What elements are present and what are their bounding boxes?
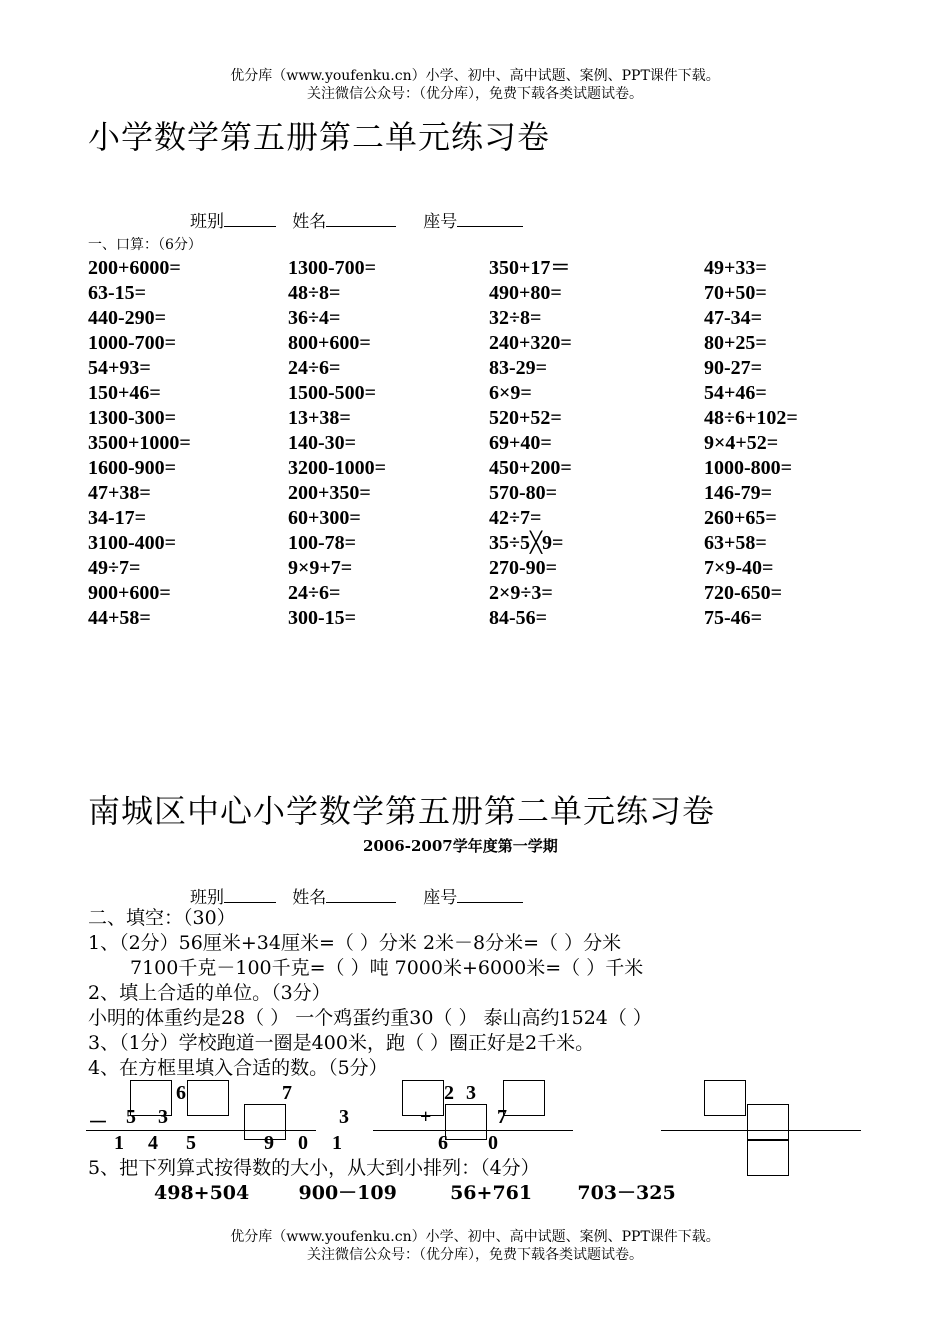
sum-line [661, 1130, 861, 1131]
digit: 3 [158, 1106, 168, 1128]
calc-item: 49+33= [704, 257, 767, 279]
expression: 703－325 [577, 1182, 676, 1204]
digit: 2 [444, 1082, 454, 1104]
expression: 56+761 [450, 1182, 533, 1204]
digit: 9 [264, 1132, 274, 1154]
expression: 498+504 [154, 1182, 250, 1204]
calc-item: 6×9= [489, 382, 532, 404]
calc-item: 35÷5╳9= [489, 532, 564, 554]
seat-blank[interactable] [457, 212, 523, 227]
calc-item: 9×4+52= [704, 432, 779, 454]
calc-item: 1600-900= [88, 457, 177, 479]
sum-line [373, 1130, 573, 1131]
header-line-2: 关注微信公众号：（优分库），免费下载各类试题试卷。 [307, 86, 643, 102]
calc-item: 1000-700= [88, 332, 177, 354]
calc-item: 44+58= [88, 607, 151, 629]
answer-box[interactable] [747, 1140, 789, 1176]
calc-item: 47-34= [704, 307, 763, 329]
sum-line [86, 1130, 316, 1131]
answer-box[interactable] [445, 1104, 487, 1140]
calc-column [288, 256, 386, 631]
answer-box[interactable] [187, 1080, 229, 1116]
calc-item: 3500+1000= [88, 432, 191, 454]
calc-item: 450+200= [489, 457, 572, 479]
digit: 3 [466, 1082, 476, 1104]
calc-item: 520+52= [489, 407, 562, 429]
name-label: 姓名 [292, 212, 327, 232]
calc-item: 9×9+7= [288, 557, 353, 579]
calc-item: 140-30= [288, 432, 357, 454]
digit: 6 [438, 1132, 448, 1154]
student-info-2 [190, 883, 523, 908]
seat-label: 座号 [423, 888, 458, 908]
plus-sign: + [420, 1106, 432, 1128]
calc-item: 24÷6= [288, 582, 341, 604]
calc-item: 200+6000= [88, 257, 181, 279]
answer-box[interactable] [704, 1080, 746, 1116]
class-blank[interactable] [224, 888, 276, 903]
section1-title: 一、口算：（6分） [88, 237, 202, 253]
calc-item: 60+300= [288, 507, 361, 529]
digit: 0 [488, 1132, 498, 1154]
q1-line2: 7100千克－100千克=（ ）吨 7000米+6000米=（ ）千米 [130, 957, 644, 979]
calc-item: 24÷6= [288, 357, 341, 379]
class-label: 班别 [190, 212, 224, 232]
q1-line1: 1、（2分）56厘米+34厘米=（ ）分米 2米－8分米=（ ）分米 [88, 932, 622, 954]
calc-item: 13+38= [288, 407, 351, 429]
answer-box[interactable] [747, 1104, 789, 1140]
q5-expressions [154, 1181, 676, 1206]
name-blank[interactable] [326, 212, 396, 227]
calc-item: 270-90= [489, 557, 558, 579]
calc-item: 490+80= [489, 282, 562, 304]
calc-item: 47+38= [88, 482, 151, 504]
calc-item: 200+350= [288, 482, 371, 504]
digit: 4 [148, 1132, 158, 1154]
calc-item: 300-15= [288, 607, 357, 629]
digit: 5 [186, 1132, 196, 1154]
seat-label: 座号 [423, 212, 458, 232]
calc-item: 800+600= [288, 332, 371, 354]
calc-item: 70+50= [704, 282, 767, 304]
calc-item: 69+40= [489, 432, 552, 454]
calc-item: 1000-800= [704, 457, 793, 479]
calc-item: 3200-1000= [288, 457, 387, 479]
calc-item: 146-79= [704, 482, 773, 504]
q5-title: 5、把下列算式按得数的大小，从大到小排列：（4分） [88, 1157, 540, 1179]
calc-item: 1300-300= [88, 407, 177, 429]
page-title: 小学数学第五册第二单元练习卷 [88, 118, 551, 156]
calc-item: 49÷7= [88, 557, 141, 579]
class-label: 班别 [190, 888, 224, 908]
page2-title: 南城区中心小学数学第五册第二单元练习卷 [88, 792, 716, 830]
digit: 5 [126, 1106, 136, 1128]
calc-item: 36÷4= [288, 307, 341, 329]
footer-line-1: 优分库（www.youfenku.cn）小学、初中、高中试题、案例、PPT课件下载。 [230, 1229, 720, 1245]
calc-item: 75-46= [704, 607, 763, 629]
calc-item: 34-17= [88, 507, 147, 529]
calc-item: 570-80= [489, 482, 558, 504]
calc-item: 90-27= [704, 357, 763, 379]
q2-line: 小明的体重约是28（ ） 一个鸡蛋约重30（ ） 泰山高约1524（ ） [88, 1007, 652, 1029]
calc-item: 1500-500= [288, 382, 377, 404]
digit: 3 [339, 1106, 349, 1128]
calc-item: 32÷8= [489, 307, 542, 329]
calc-item: 83-29= [489, 357, 548, 379]
calc-item: 240+320= [489, 332, 572, 354]
digit: 1 [114, 1132, 124, 1154]
calc-item: 80+25= [704, 332, 767, 354]
name-blank[interactable] [326, 888, 396, 903]
class-blank[interactable] [224, 212, 276, 227]
calc-column [88, 256, 191, 631]
digit: 0 [298, 1132, 308, 1154]
expression: 900－109 [298, 1182, 397, 1204]
calc-item: 2×9÷3= [489, 582, 553, 604]
header-line-1: 优分库（www.youfenku.cn）小学、初中、高中试题、案例、PPT课件下载。 [230, 68, 720, 84]
calc-item: 260+65= [704, 507, 777, 529]
q2-title: 2、填上合适的单位。（3分） [88, 982, 331, 1004]
digit: 7 [282, 1082, 292, 1104]
calc-item: 350+17＝ [489, 257, 571, 279]
calc-item: 48÷8= [288, 282, 341, 304]
seat-blank[interactable] [457, 888, 523, 903]
minus-sign: － [88, 1112, 108, 1134]
calc-column [704, 256, 798, 631]
calc-item: 440-290= [88, 307, 167, 329]
calc-item: 1300-700= [288, 257, 377, 279]
q3: 3、（1分）学校跑道一圈是400米，跑（ ）圈正好是2千米。 [88, 1032, 595, 1054]
calc-item: 42÷7= [489, 507, 542, 529]
calc-item: 84-56= [489, 607, 548, 629]
student-info [190, 207, 523, 232]
q4-title: 4、在方框里填入合适的数。（5分） [88, 1057, 388, 1079]
digit: 6 [176, 1082, 186, 1104]
calc-item: 7×9-40= [704, 557, 774, 579]
footer-line-2: 关注微信公众号：（优分库），免费下载各类试题试卷。 [307, 1247, 643, 1263]
section2-title: 二、填空：（30） [88, 907, 236, 929]
page2-subtitle: 2006-2007学年度第一学期 [363, 837, 558, 855]
calc-item: 900+600= [88, 582, 171, 604]
name-label: 姓名 [292, 888, 327, 908]
calc-item: 720-650= [704, 582, 783, 604]
calc-item: 54+46= [704, 382, 767, 404]
calc-column [489, 256, 572, 631]
calc-item: 48÷6+102= [704, 407, 798, 429]
digit: 1 [332, 1132, 342, 1154]
calc-item: 150+46= [88, 382, 161, 404]
digit: 7 [497, 1106, 507, 1128]
calc-item: 54+93= [88, 357, 151, 379]
answer-box[interactable] [503, 1080, 545, 1116]
calc-item: 63+58= [704, 532, 767, 554]
calc-item: 3100-400= [88, 532, 177, 554]
calc-item: 100-78= [288, 532, 357, 554]
calc-item: 63-15= [88, 282, 147, 304]
